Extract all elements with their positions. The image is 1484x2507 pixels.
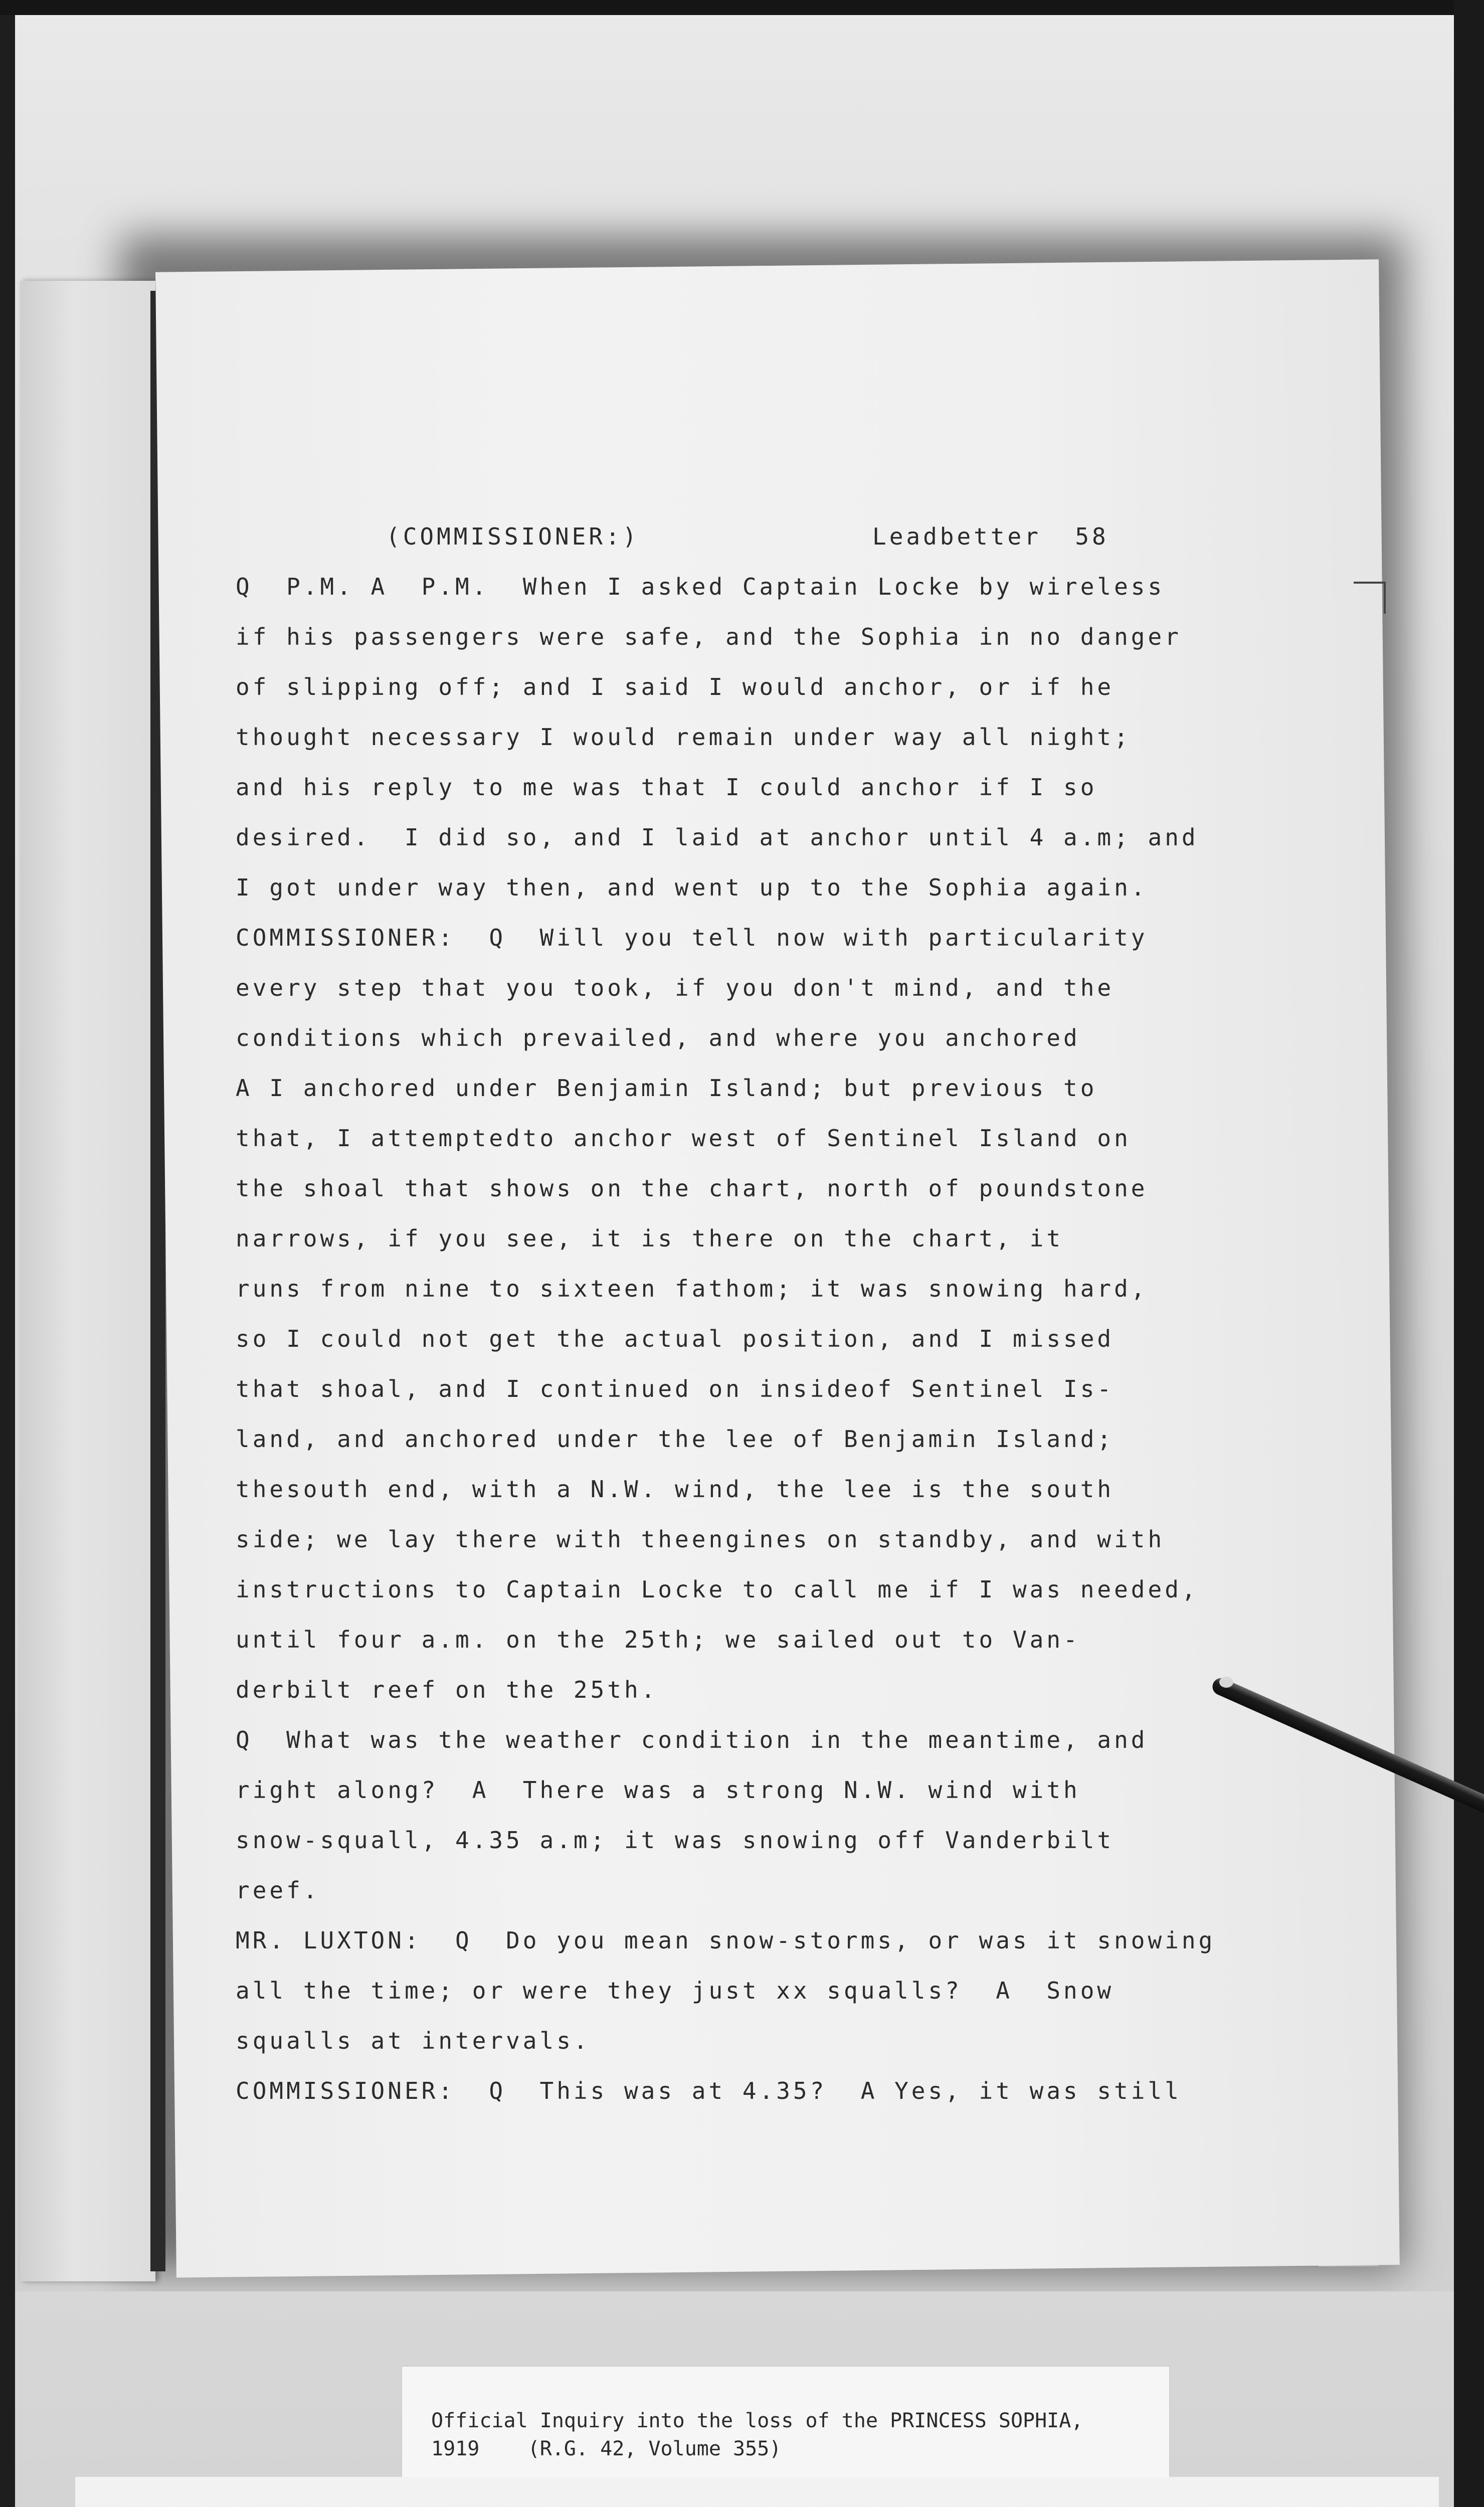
speaker-header: (COMMISSIONER:) <box>386 523 640 550</box>
transcript-line: COMMISSIONER: Q This was at 4.35? A Yes, it was still <box>236 2077 1182 2104</box>
transcript-line: thesouth end, with a N.W. wind, the lee is the south <box>236 1476 1115 1503</box>
witness-page-number: Leadbetter 58 <box>872 523 1109 550</box>
transcript-line: reef. <box>236 1877 320 1904</box>
transcript-line: that shoal, and I continued on insideof Sentinel Is- <box>236 1375 1115 1402</box>
archives-card <box>75 2477 1439 2507</box>
film-frame-top <box>0 0 1484 15</box>
transcript-line: until four a.m. on the 25th; we sailed out to Van- <box>236 1626 1080 1653</box>
transcript-line: I got under way then, and went up to the Sophia again. <box>236 874 1148 901</box>
transcript-line: side; we lay there with theengines on standby, and with <box>236 1526 1165 1553</box>
caption-line-2: 1919 (R.G. 42, Volume 355) <box>431 2437 782 2460</box>
transcript-line: every step that you took, if you don't mind, and the <box>236 974 1115 1001</box>
transcript-line: Q What was the weather condition in the meantime, and <box>236 1726 1148 1753</box>
transcript-line: so I could not get the actual position, and I missed <box>236 1325 1115 1352</box>
pen-tip <box>1219 1677 1233 1688</box>
transcript-line: derbilt reef on the 25th. <box>236 1676 658 1703</box>
transcript-line: and his reply to me was that I could anchor if I so <box>236 774 1097 801</box>
transcript-line: A I anchored under Benjamin Island; but previous to <box>236 1075 1097 1102</box>
transcript-line: runs from nine to sixteen fathom; it was snowing hard, <box>236 1275 1148 1302</box>
transcript-line: thought necessary I would remain under way all night; <box>236 724 1131 751</box>
transcript-line: squalls at intervals. <box>236 2027 591 2054</box>
transcript-line: right along? A There was a strong N.W. wind with <box>236 1776 1080 1804</box>
transcript-line: all the time; or were they just xx squalls? A Snow <box>236 1977 1115 2004</box>
transcript-line: conditions which prevailed, and where you anchored <box>236 1024 1080 1051</box>
transcript-line: narrows, if you see, it is there on the chart, it <box>236 1225 1064 1252</box>
transcript-line: of slipping off; and I said I would anchor, or if he <box>236 673 1115 700</box>
transcript-line: snow-squall, 4.35 a.m; it was snowing off Vanderbilt <box>236 1827 1115 1854</box>
transcript-line: MR. LUXTON: Q Do you mean snow-storms, or was it snowing <box>236 1927 1216 1954</box>
transcript-line: that, I attemptedto anchor west of Sentinel Island on <box>236 1125 1131 1152</box>
page-header <box>236 511 1339 562</box>
transcript-line: if his passengers were safe, and the Sophia in no danger <box>236 623 1182 650</box>
transcript-lines <box>236 562 1339 2116</box>
transcript-line: instructions to Captain Locke to call me if I was needed, <box>236 1576 1199 1603</box>
transcript-text <box>236 511 1339 2116</box>
caption-line-1: Official Inquiry into the loss of the PRINCESS SOPHIA, <box>431 2409 1083 2432</box>
film-frame-right <box>1454 0 1484 2507</box>
left-folded-page <box>20 281 155 2281</box>
margin-mark <box>1354 582 1386 614</box>
transcript-line: Q P.M. A P.M. When I asked Captain Locke by wireless <box>236 573 1165 600</box>
transcript-line: COMMISSIONER: Q Will you tell now with particularity <box>236 924 1148 951</box>
transcript-line: land, and anchored under the lee of Benjamin Island; <box>236 1425 1115 1453</box>
caption-text <box>431 2407 1158 2463</box>
transcript-line: desired. I did so, and I laid at anchor until 4 a.m; and <box>236 824 1199 851</box>
transcript-line: the shoal that shows on the chart, north of poundstone <box>236 1175 1148 1202</box>
